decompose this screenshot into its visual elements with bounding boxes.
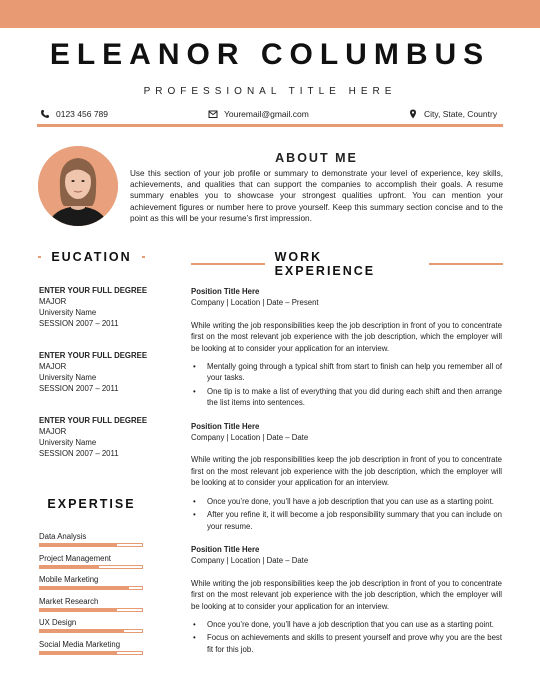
skill-item: [39, 531, 144, 553]
job-meta: Company | Location | Date – Present: [191, 298, 319, 308]
major: MAJOR: [39, 427, 67, 436]
skill-bar-fill: [40, 652, 117, 654]
skill-bar-fill: [40, 630, 124, 632]
skill-item: [39, 574, 144, 596]
location-text: City, State, Country: [424, 109, 498, 119]
skill-name: Social Media Marketing: [39, 639, 121, 649]
job-meta: Company | Location | Date – Date: [191, 556, 309, 566]
degree: ENTER YOUR FULL DEGREE: [39, 416, 148, 425]
about-summary: Use this section of your job profile or summary to demonstrate your level of experience, key skills, achievements, and qualities that can support the companies to accomplish their goals. A resume summary enables you to showcase your strongest qualities upfront. You can mention your achievement figures or number here to prove yourself. Keep this summary section concise and to the point as this will be your resume’s first impression.: [130, 169, 503, 223]
profile-photo: [38, 146, 118, 226]
mail-icon: [208, 109, 218, 119]
expertise-heading-label: EXPERTISE: [47, 497, 136, 511]
skills-list: [39, 531, 144, 660]
skill-bar: [39, 629, 143, 633]
education-heading: [38, 250, 145, 264]
job-bullet: • Mentally going through a typical shift from start to finish can help you remember all of your tasks.: [191, 361, 502, 384]
job-title: Position Title Here: [191, 421, 260, 431]
skill-name: UX Design: [39, 618, 77, 627]
job-bullet: • Focus on achievements and skills to present yourself and prove why you are the best fit for this job.: [191, 632, 502, 655]
skill-bar: [39, 543, 143, 547]
top-accent-bar: [0, 0, 540, 28]
work-heading: [191, 250, 503, 278]
contact-location: [408, 107, 497, 121]
skill-item: [39, 553, 144, 575]
job-description: While writing the job responsibilities keep the job description in front of you to concentrate first on the most relevant job experience with the job description, which the employer will be looking at to consider your application for an interview.: [191, 455, 502, 488]
skill-bar-fill: [40, 566, 99, 568]
skill-item: [39, 639, 144, 661]
skill-bar-fill: [40, 544, 117, 546]
job-description: While writing the job responsibilities keep the job description in front of you to concentrate first on the most relevant job experience with the job description, which the employer will be looking at to consider your application for an interview.: [191, 578, 502, 611]
skill-item: [39, 617, 144, 639]
skill-name: Mobile Marketing: [39, 575, 99, 584]
header-divider: [37, 124, 503, 127]
skill-item: [39, 596, 144, 618]
skill-bar-fill: [40, 609, 117, 611]
skill-name: Data Analysis: [39, 532, 87, 541]
job-meta: Company | Location | Date – Date: [191, 433, 309, 443]
education-item: [39, 285, 174, 329]
education-heading-label: EUCATION: [51, 250, 132, 264]
education-item: [39, 415, 174, 459]
job-bullet: • One tip is to make a list of everything that you did during each shift and then arrange the list items into sentences.: [191, 386, 502, 409]
university: University Name: [39, 438, 97, 447]
university: University Name: [39, 308, 97, 317]
work-list: [191, 286, 502, 667]
session: SESSION 2007 – 2011: [39, 319, 119, 328]
job-description: While writing the job responsibilities keep the job description in front of you to concentrate first on the most relevant job experience with the job description, which the employer will be looking at to consider your application for an interview.: [191, 320, 502, 353]
skill-bar: [39, 608, 143, 612]
job-bullet: • Once you’re done, you’ll have a job description that you can use as a starting point.: [191, 496, 502, 507]
degree: ENTER YOUR FULL DEGREE: [39, 286, 148, 295]
job-bullet: • After you refine it, it will become a job responsibility summary that you can include on your resume.: [191, 509, 502, 532]
contact-email: [208, 107, 309, 121]
skill-bar: [39, 651, 143, 655]
professional-title: PROFESSIONAL TITLE HERE: [143, 86, 397, 97]
session: SESSION 2007 – 2011: [39, 384, 119, 393]
major: MAJOR: [39, 362, 67, 371]
university: University Name: [39, 373, 97, 382]
skill-bar: [39, 586, 143, 590]
job-entry: [191, 421, 502, 532]
session: SESSION 2007 – 2011: [39, 449, 119, 458]
education-list: [39, 285, 174, 480]
job-entry: [191, 286, 502, 409]
expertise-heading: [38, 497, 145, 511]
candidate-name: ELEANOR COLUMBUS: [49, 38, 491, 71]
email-text: Youremail@gmail.com: [224, 109, 309, 119]
location-pin-icon: [408, 109, 418, 119]
job-bullet: • Once you’re done, you’ll have a job description that you can use as a starting point.: [191, 619, 502, 630]
contact-phone: [40, 107, 108, 121]
phone-text: 0123 456 789: [56, 109, 108, 119]
skill-bar-fill: [40, 587, 129, 589]
job-entry: [191, 544, 502, 655]
work-heading-label: WORK EXPERIENCE: [274, 250, 376, 278]
skill-bar: [39, 565, 143, 569]
major: MAJOR: [39, 297, 67, 306]
job-title: Position Title Here: [191, 287, 260, 296]
job-title: Position Title Here: [191, 544, 260, 554]
skill-name: Project Management: [39, 553, 111, 563]
degree: ENTER YOUR FULL DEGREE: [39, 351, 148, 360]
skill-name: Market Research: [39, 596, 99, 606]
phone-icon: [40, 109, 50, 119]
education-item: [39, 350, 174, 394]
about-heading: ABOUT ME: [275, 151, 358, 165]
